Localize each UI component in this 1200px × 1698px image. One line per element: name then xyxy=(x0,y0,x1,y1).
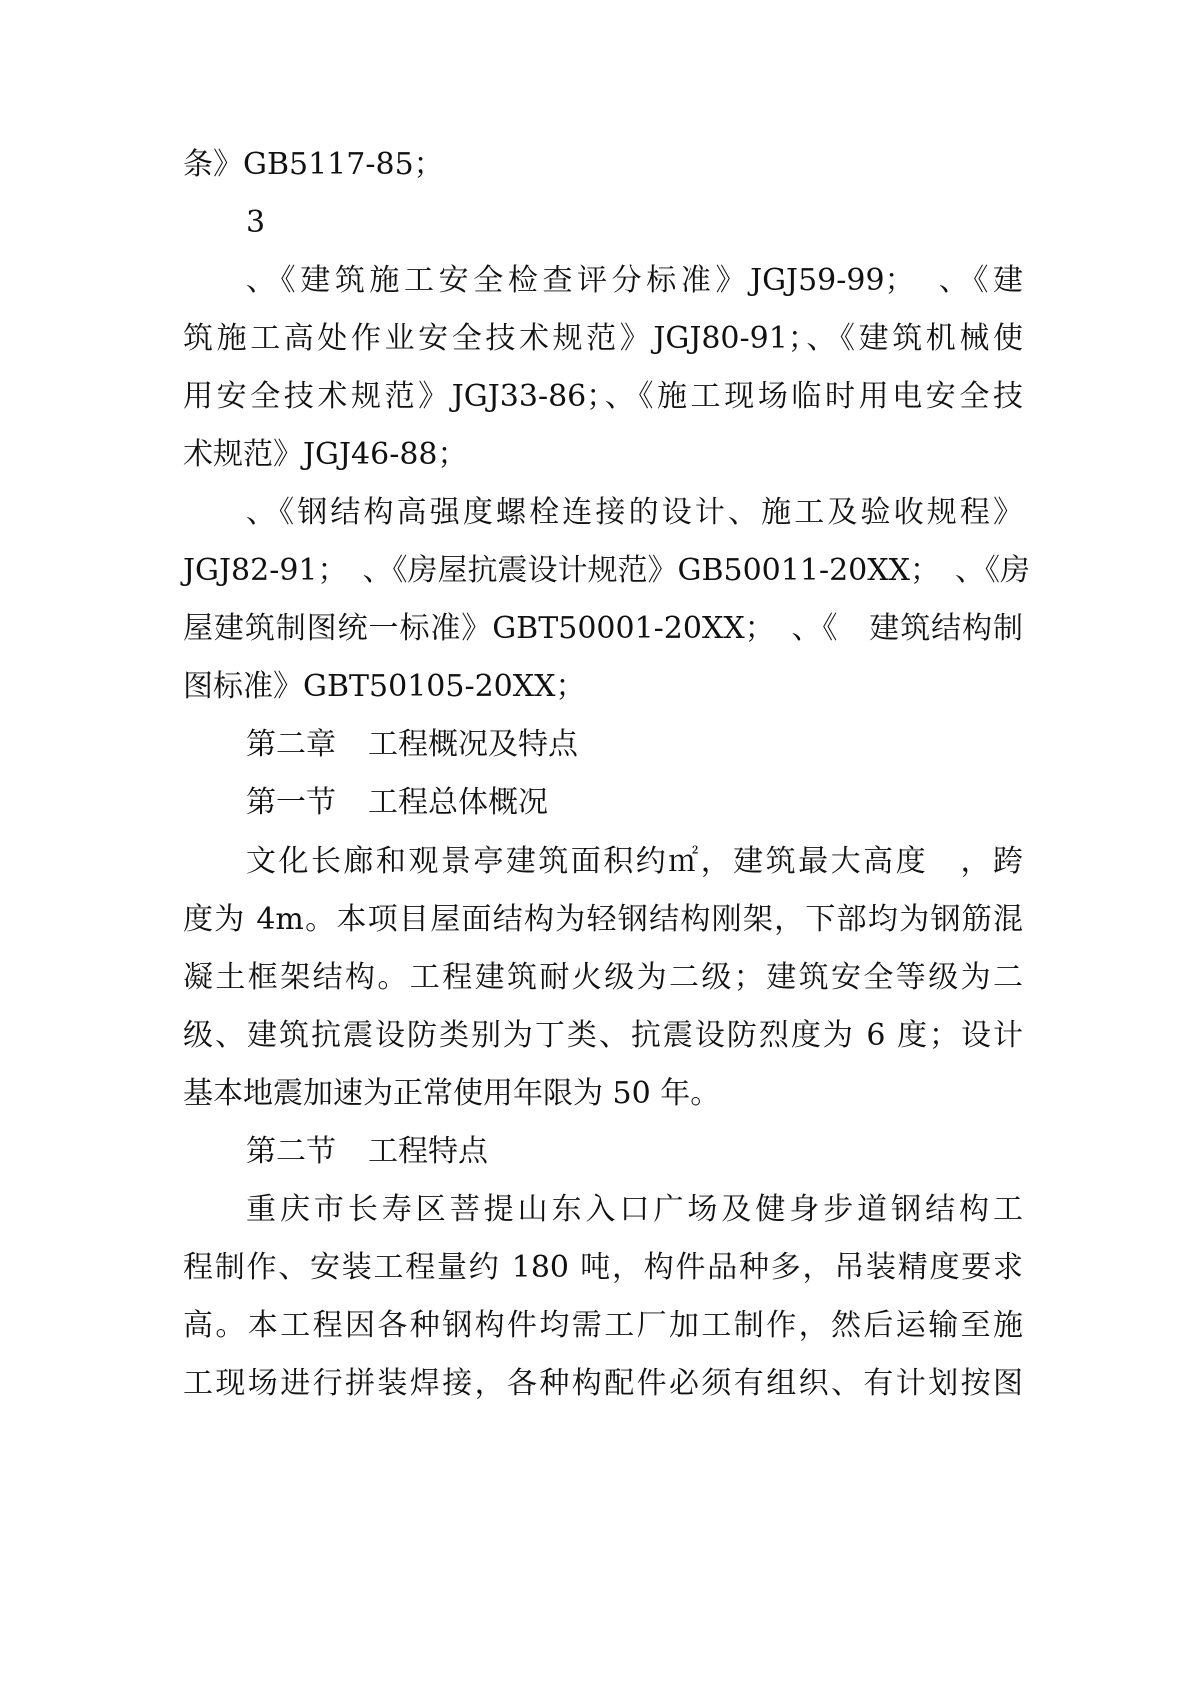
overview-line-1: 文化长廊和观景亭建筑面积约㎡，建筑最大高度 ，跨 xyxy=(246,844,1023,879)
section-1-number: 第一节 xyxy=(246,785,336,820)
standards-p2-line-2: JGJ82-91； 、《房屋抗震设计规范》GB50011-20XX； 、《房 xyxy=(183,553,1030,588)
page-marker: 3 xyxy=(246,205,266,240)
overview-line-2: 度为 4m。本项目屋面结构为轻钢结构刚架，下部均为钢筋混 xyxy=(183,902,1023,937)
standards-p2-line-1: 、《钢结构高强度螺栓连接的设计、施工及验收规程》 xyxy=(246,495,1023,530)
features-line-3: 高。本工程因各种钢构件均需工厂加工制作，然后运输至施 xyxy=(183,1308,1023,1343)
standards-p2-line-4: 图标准》GBT50105-20XX； xyxy=(183,669,586,704)
section-2-number: 第二节 xyxy=(246,1134,336,1169)
overview-line-4: 级、建筑抗震设防类别为丁类、抗震设防烈度为 6 度；设计 xyxy=(183,1018,1023,1053)
standards-p1-line-2: 筑施工高处作业安全技术规范》JGJ80-91；、《建筑机械使 xyxy=(183,321,1023,356)
standards-p1-line-3: 用安全技术规范》JGJ33-86；、《施工现场临时用电安全技 xyxy=(183,379,1023,414)
section-1-heading xyxy=(246,783,548,823)
standards-p2-line-3: 屋建筑制图统一标准》GBT50001-20XX； 、《 建筑结构制 xyxy=(183,611,1023,646)
section-1-title: 工程总体概况 xyxy=(368,785,548,820)
overview-line-5: 基本地震加速为正常使用年限为 50 年。 xyxy=(183,1076,721,1111)
features-line-2: 程制作、安装工程量约 180 吨，构件品种多，吊装精度要求 xyxy=(183,1250,1023,1285)
features-line-4: 工现场进行拼装焊接，各种构配件必须有组织、有计划按图 xyxy=(183,1366,1023,1401)
section-2-heading xyxy=(246,1132,488,1172)
standards-p1-line-1: 、《建筑施工安全检查评分标准》JGJ59-99； 、《建 xyxy=(246,263,1023,298)
standards-p1-line-4: 术规范》JGJ46-88； xyxy=(183,437,468,472)
section-2-title: 工程特点 xyxy=(368,1134,488,1169)
chapter-2-title: 工程概况及特点 xyxy=(368,727,578,762)
intro-tail-line: 条》GB5117-85； xyxy=(183,147,444,182)
chapter-2-number: 第二章 xyxy=(246,727,336,762)
features-line-1: 重庆市长寿区菩提山东入口广场及健身步道钢结构工 xyxy=(246,1192,1023,1227)
chapter-2-heading xyxy=(246,725,578,765)
overview-line-3: 凝土框架结构。工程建筑耐火级为二级；建筑安全等级为二 xyxy=(183,960,1023,995)
